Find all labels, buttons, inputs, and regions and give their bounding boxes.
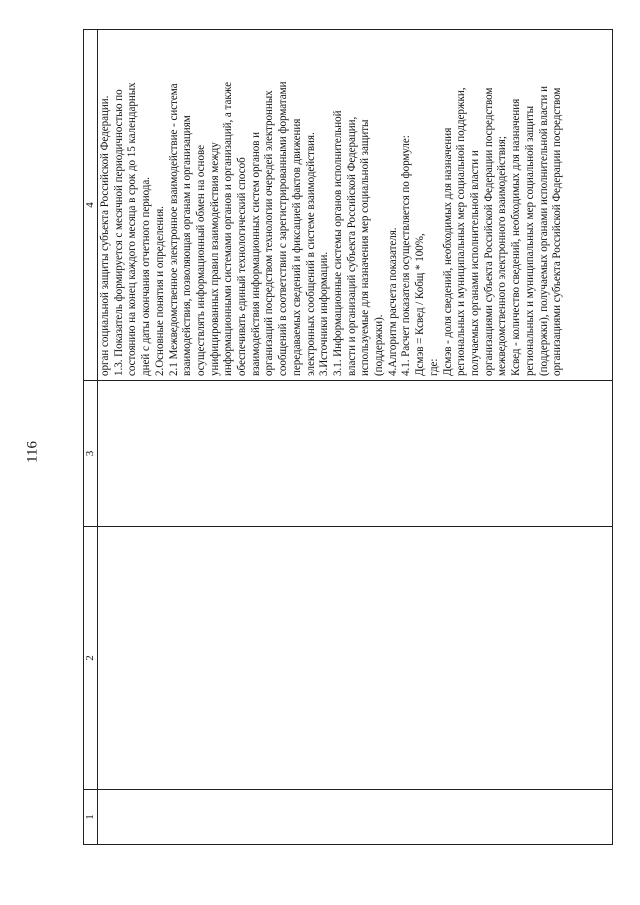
text-line: 1.3. Показатель формируется с месячной периодичностью по [112,89,125,376]
text-line: обеспечивать единый технологический способ [236,157,249,376]
text-line: 2.Основные понятия и определения. [153,206,166,376]
header-col-3: 3 [84,381,98,527]
text-line: дней с даты окончания отчетного периода. [140,177,153,376]
text-line: осуществлять информационный обмен на основе [194,145,207,376]
text-line: получаемых органами исполнительной власти и [468,150,481,376]
text-line: информационными системами органов и организаций, а также [222,81,235,376]
indicator-table [83,29,613,845]
text-line: организаций посредством технологии очередей электронных [263,90,276,376]
text-line: состоянию на конец каждого месяца в срок до 15 календарных [126,82,139,376]
text-line: (поддержки), получаемых органами исполнительной власти и [537,86,550,376]
indicator-description-text [99,34,565,376]
text-line: межведомственного электронного взаимодействия; [496,136,509,376]
cell-col-4 [98,30,613,381]
text-line: унифицированных правил взаимодействия между [208,142,221,376]
text-line: орган социальной защиты субъекта Российской Федерации. [99,95,111,376]
text-line: используемые для назначения мер социальной защиты [359,119,372,376]
cell-col-1 [98,790,613,845]
text-line: организациями субъекта Российской Федерации посредством [551,87,564,376]
text-line: взаимодействия, позволяющая органам и организациям [181,115,194,376]
text-line: где: [427,358,440,376]
text-line: 4.1. Расчет показателя осуществляется по формуле: [400,135,413,376]
page-number: 116 [24,441,41,463]
cell-col-3 [98,381,613,527]
cell-col-2 [98,527,613,790]
text-line: (поддержки). [373,314,386,376]
text-line: Дсмэв = Ксвед / Кобщ * 100%, [414,233,427,376]
text-line: Дсмэв - доля сведений, необходимых для назначения [441,127,454,376]
table-header-row [84,30,98,845]
text-line: организациями субъекта Российской Федерации посредством [482,87,495,376]
text-line: сообщений в соответствии с зарегистрированными форматами [277,81,290,376]
header-col-4: 4 [84,30,98,381]
header-col-2: 2 [84,527,98,790]
text-line: региональных и муниципальных мер социальной поддержки, [455,87,468,376]
text-line: власти и организаций субъекта Российской Федерации, [345,116,358,376]
text-line: 3.1. Информационные системы органов исполнительной [331,110,344,376]
text-line: Ксвед - количество сведений, необходимых для назначения [510,98,523,376]
text-line: электронных сообщений в системе взаимодействия. [304,132,317,376]
text-line: взаимодействия информационных систем органов и [249,131,262,376]
header-col-1: 1 [84,790,98,845]
rotated-table-page [83,30,613,845]
text-line: 4.Алгоритм расчета показателя. [386,227,399,376]
text-line: передаваемых сведений и фиксацией фактов движения [290,118,303,376]
text-line: 2.1 Межведомственное электронное взаимодействие - система [167,83,180,376]
text-line: 3.Источники информации. [318,251,331,376]
text-line: региональных и муниципальных мер социальной защиты [523,105,536,376]
table-row [98,30,613,845]
